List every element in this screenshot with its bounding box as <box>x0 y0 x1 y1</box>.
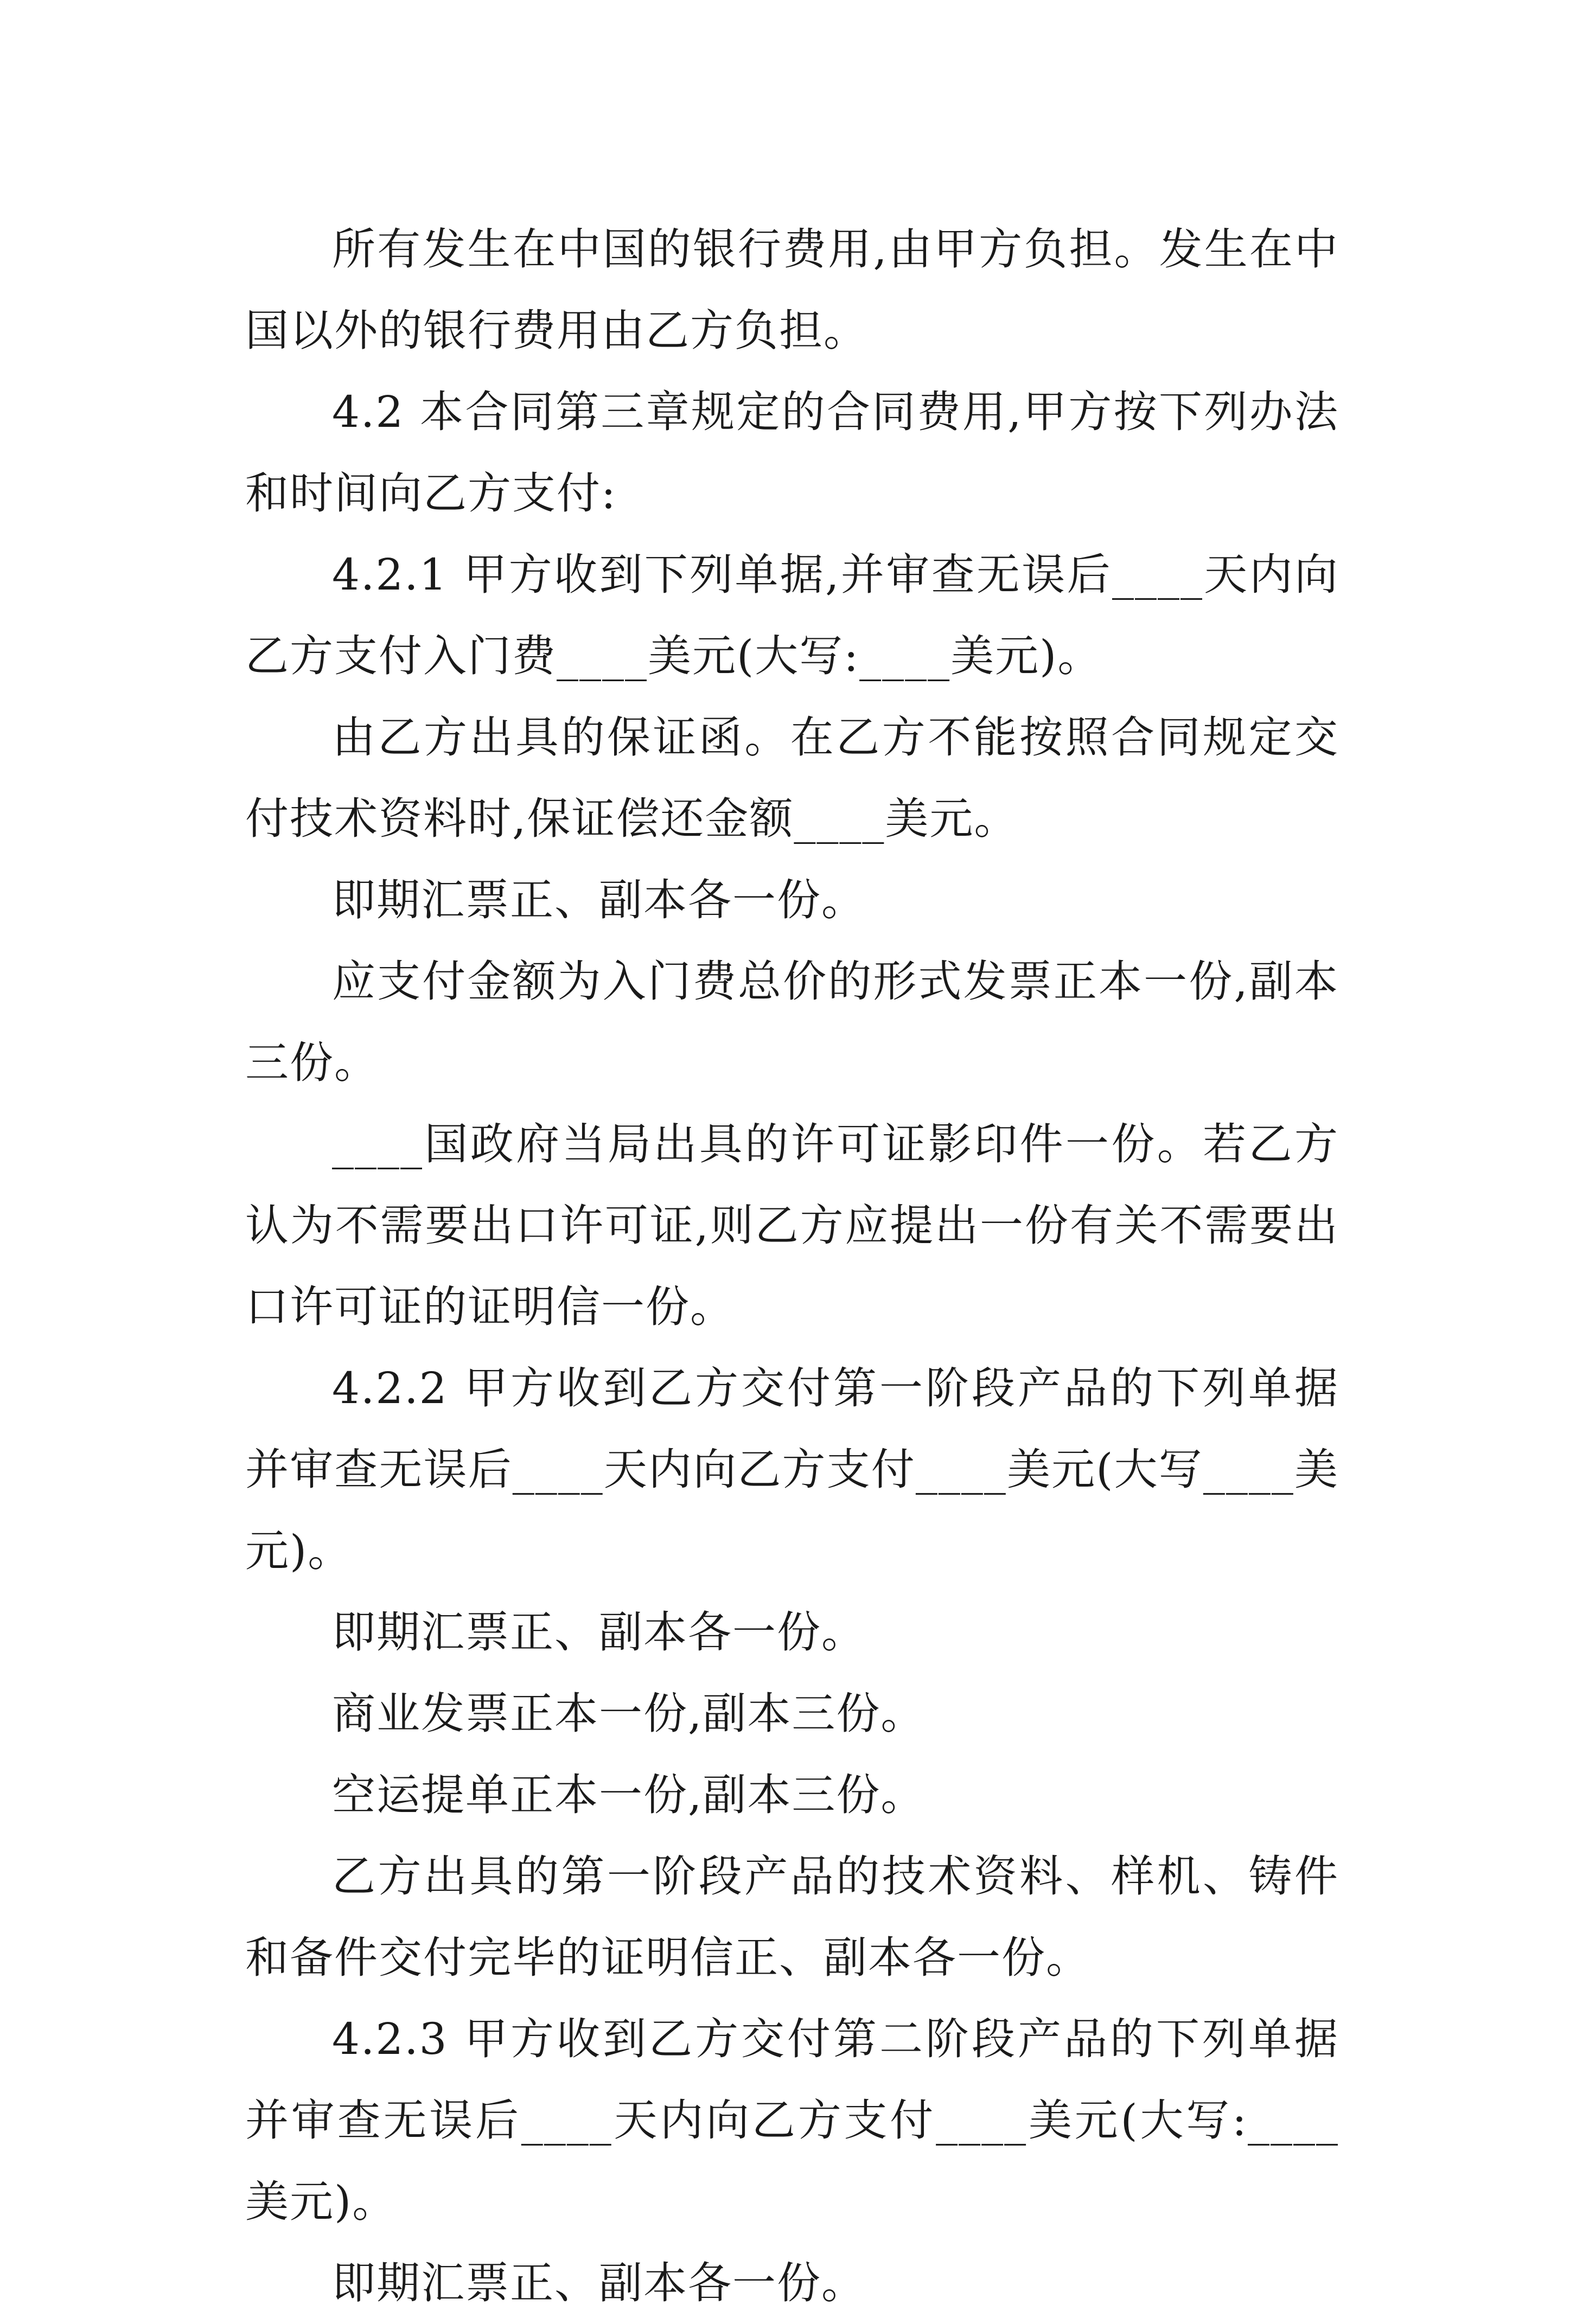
paragraph-4-2-2: 4.2.2 甲方收到乙方交付第一阶段产品的下列单据并审查无误后____天内向乙方支付____美元(大写____美元)。 <box>245 1363 1339 1576</box>
paragraph-sight-draft-2: 即期汇票正、副本各一份。 <box>332 1607 866 1657</box>
paragraph-4-2-1: 4.2.1 甲方收到下列单据,并审查无误后____天内向乙方支付入门费____美元(大写:____美元)。 <box>245 549 1339 681</box>
paragraph-sight-draft-3: 即期汇票正、副本各一份。 <box>332 2258 866 2308</box>
paragraph-air-waybill: 空运提单正本一份,副本三份。 <box>332 1770 926 1820</box>
paragraph-guarantee-letter: 由乙方出具的保证函。在乙方不能按照合同规定交付技术资料时,保证偿还金额____美元。 <box>245 712 1339 844</box>
paragraph-commercial-invoice: 商业发票正本一份,副本三份。 <box>332 1688 926 1739</box>
paragraph-sight-draft-1: 即期汇票正、副本各一份。 <box>332 875 866 925</box>
paragraph-delivery-certificate: 乙方出具的第一阶段产品的技术资料、样机、铸件和备件交付完毕的证明信正、副本各一份。 <box>245 1851 1339 1983</box>
paragraph-4-2-3: 4.2.3 甲方收到乙方交付第二阶段产品的下列单据并审查无误后____天内向乙方支付____美元(大写:____美元)。 <box>245 2014 1339 2227</box>
document-body <box>245 209 1339 2324</box>
paragraph-export-license: ____国政府当局出具的许可证影印件一份。若乙方认为不需要出口许可证,则乙方应提出一份有关不需要出口许可证的证明信一份。 <box>245 1119 1339 1332</box>
paragraph-4-2: 4.2 本合同第三章规定的合同费用,甲方按下列办法和时间向乙方支付: <box>245 387 1339 518</box>
paragraph-bank-fees: 所有发生在中国的银行费用,由甲方负担。发生在中国以外的银行费用由乙方负担。 <box>245 224 1339 356</box>
paragraph-proforma-invoice: 应支付金额为入门费总价的形式发票正本一份,副本三份。 <box>245 956 1339 1088</box>
